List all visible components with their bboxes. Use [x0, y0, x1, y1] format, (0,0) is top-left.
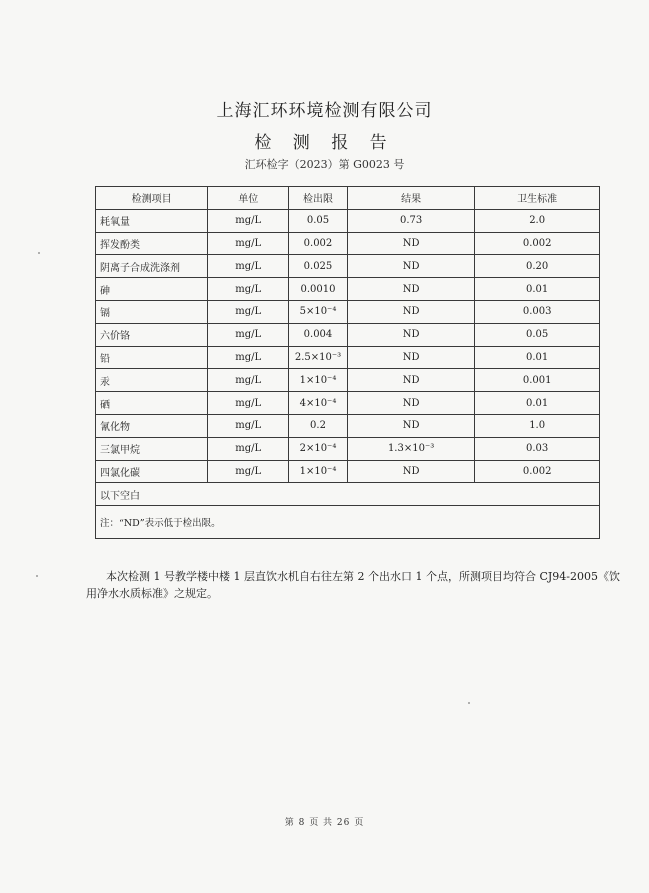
cell-standard: 0.001	[475, 369, 600, 392]
column-header-unit: 单位	[208, 187, 289, 210]
table-row	[96, 437, 600, 460]
table-row	[96, 392, 600, 415]
cell-unit: mg/L	[208, 278, 289, 301]
cell-standard: 0.03	[475, 437, 600, 460]
table-row	[96, 323, 600, 346]
conclusion-text: 本次检测 1 号教学楼中楼 1 层直饮水机自右往左第 2 个出水口 1 个点，所测项目均符合 CJ94-2005《饮用净水水质标准》之规定。	[86, 570, 620, 600]
cell-limit: 0.004	[289, 323, 348, 346]
blank-note: 以下空白	[96, 483, 600, 506]
report-title: 检 测 报 告	[254, 133, 395, 153]
cell-limit: 0.05	[289, 209, 348, 232]
cell-unit: mg/L	[208, 437, 289, 460]
scan-speck	[468, 702, 470, 704]
cell-limit: 0.2	[289, 414, 348, 437]
cell-unit: mg/L	[208, 346, 289, 369]
cell-result: ND	[347, 232, 474, 255]
cell-result: ND	[347, 278, 474, 301]
cell-item: 四氯化碳	[96, 460, 208, 483]
cell-result: ND	[347, 414, 474, 437]
report-number: 汇环检字（2023）第 G0023 号	[244, 158, 405, 171]
footnote: 注：“ND”表示低于检出限。	[96, 506, 600, 539]
scan-speck	[36, 575, 38, 577]
cell-limit: 5×10⁻⁴	[289, 300, 348, 323]
cell-result: 0.73	[347, 209, 474, 232]
cell-item: 阴离子合成洗涤剂	[96, 255, 208, 278]
cell-standard: 0.002	[475, 232, 600, 255]
cell-limit: 0.0010	[289, 278, 348, 301]
table-row	[96, 460, 600, 483]
table-row	[96, 369, 600, 392]
cell-item: 氰化物	[96, 414, 208, 437]
table-row	[96, 300, 600, 323]
footnote-row	[96, 506, 600, 539]
cell-item: 硒	[96, 392, 208, 415]
table-row	[96, 255, 600, 278]
cell-limit: 0.025	[289, 255, 348, 278]
table-row	[96, 232, 600, 255]
cell-item: 镉	[96, 300, 208, 323]
cell-result: ND	[347, 323, 474, 346]
cell-standard: 2.0	[475, 209, 600, 232]
cell-unit: mg/L	[208, 369, 289, 392]
table-row	[96, 209, 600, 232]
cell-unit: mg/L	[208, 460, 289, 483]
cell-standard: 0.002	[475, 460, 600, 483]
blank-note-row	[96, 483, 600, 506]
cell-limit: 1×10⁻⁴	[289, 460, 348, 483]
table-row	[96, 414, 600, 437]
cell-unit: mg/L	[208, 255, 289, 278]
cell-standard: 0.003	[475, 300, 600, 323]
cell-result: ND	[347, 346, 474, 369]
cell-item: 铅	[96, 346, 208, 369]
table-row	[96, 346, 600, 369]
cell-unit: mg/L	[208, 392, 289, 415]
results-table-body	[96, 209, 600, 483]
cell-unit: mg/L	[208, 300, 289, 323]
column-header-result: 结果	[347, 187, 474, 210]
scan-speck	[38, 252, 40, 254]
cell-result: 1.3×10⁻³	[347, 437, 474, 460]
cell-result: ND	[347, 300, 474, 323]
cell-unit: mg/L	[208, 323, 289, 346]
page-number: 第 8 页 共 26 页	[284, 818, 365, 828]
cell-standard: 0.01	[475, 278, 600, 301]
results-table	[95, 186, 600, 539]
cell-result: ND	[347, 392, 474, 415]
column-header-standard: 卫生标准	[475, 187, 600, 210]
table-header-row	[96, 187, 600, 210]
cell-item: 汞	[96, 369, 208, 392]
cell-item: 挥发酚类	[96, 232, 208, 255]
cell-result: ND	[347, 369, 474, 392]
cell-limit: 2×10⁻⁴	[289, 437, 348, 460]
cell-standard: 1.0	[475, 414, 600, 437]
cell-limit: 1×10⁻⁴	[289, 369, 348, 392]
cell-unit: mg/L	[208, 209, 289, 232]
cell-result: ND	[347, 255, 474, 278]
column-header-limit: 检出限	[289, 187, 348, 210]
cell-standard: 0.20	[475, 255, 600, 278]
cell-limit: 2.5×10⁻³	[289, 346, 348, 369]
cell-limit: 4×10⁻⁴	[289, 392, 348, 415]
column-header-item: 检测项目	[96, 187, 208, 210]
cell-limit: 0.002	[289, 232, 348, 255]
cell-item: 三氯甲烷	[96, 437, 208, 460]
cell-unit: mg/L	[208, 414, 289, 437]
cell-item: 砷	[96, 278, 208, 301]
cell-result: ND	[347, 460, 474, 483]
cell-standard: 0.05	[475, 323, 600, 346]
cell-unit: mg/L	[208, 232, 289, 255]
cell-standard: 0.01	[475, 346, 600, 369]
table-row	[96, 278, 600, 301]
cell-item: 耗氧量	[96, 209, 208, 232]
company-name: 上海汇环环境检测有限公司	[216, 101, 433, 121]
cell-standard: 0.01	[475, 392, 600, 415]
cell-item: 六价铬	[96, 323, 208, 346]
